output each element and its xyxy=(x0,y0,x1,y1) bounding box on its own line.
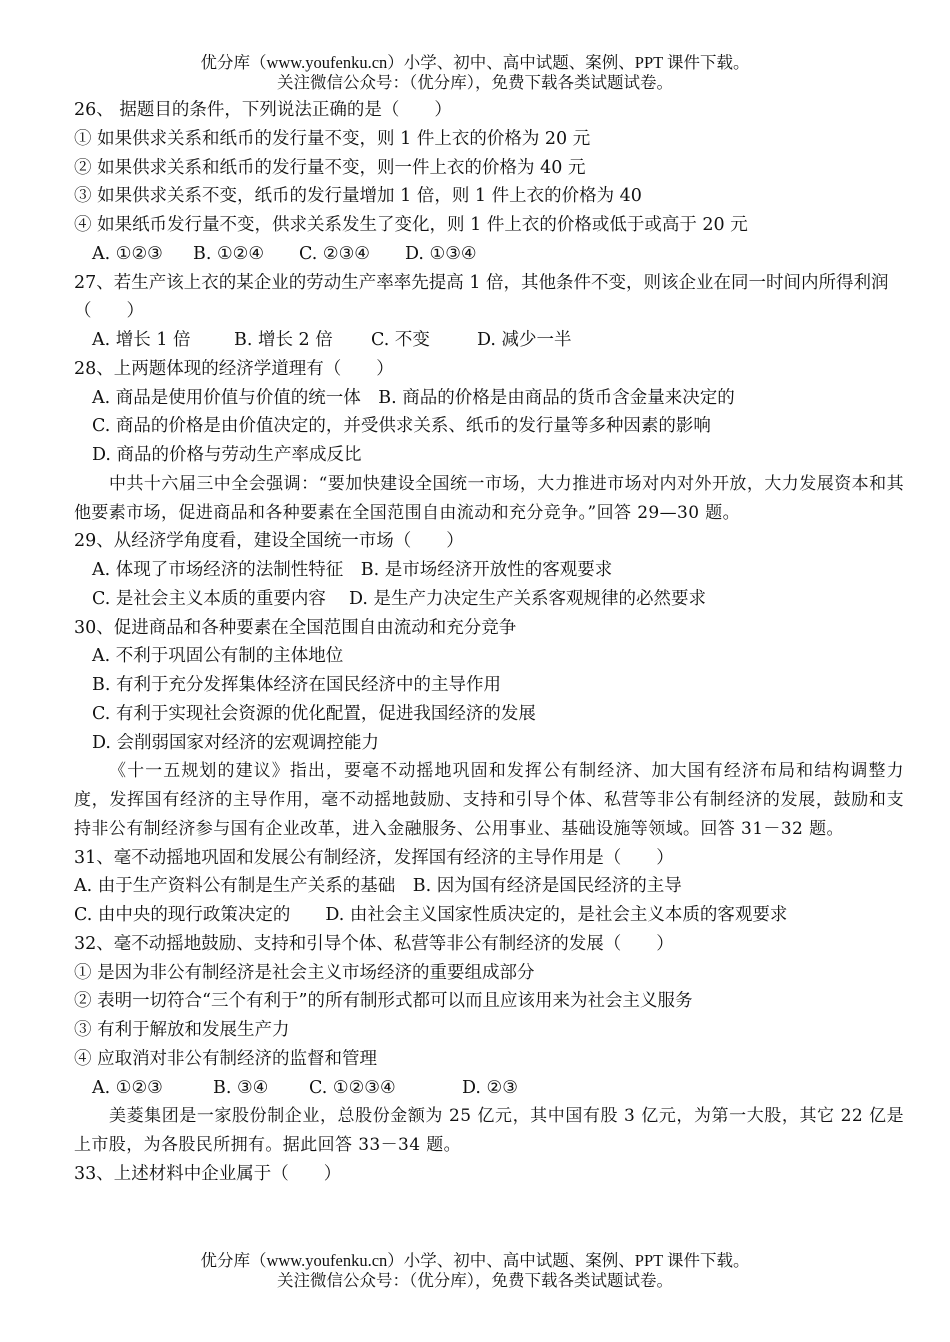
q27-option-d: D. 减少一半 xyxy=(477,330,572,350)
q26-option-a: A. ①②③ xyxy=(92,243,163,264)
q27-option-a: A. 增长 1 倍 xyxy=(92,330,191,350)
q33-stem: 33、上述材料中企业属于（ ） xyxy=(74,1163,342,1184)
q32-option-c: C. ①②③④ xyxy=(309,1077,396,1098)
q26-stem: 26、 据题目的条件，下列说法正确的是（ ） xyxy=(74,100,452,120)
q26-option-b: B. ①②④ xyxy=(193,243,265,264)
header-line-1: 优分库（www.youfenku.cn）小学、初中、高中试题、案例、PPT 课件下载。 xyxy=(200,53,750,72)
q32-statement-1: ① 是因为非公有制经济是社会主义市场经济的重要组成部分 xyxy=(74,962,535,983)
q27-option-b: B. 增长 2 倍 xyxy=(234,330,333,350)
q29-options-ab: A. 体现了市场经济的法制性特征 B. 是市场经济开放性的客观要求 xyxy=(92,560,613,580)
q30-stem: 30、促进商品和各种要素在全国范围自由流动和充分竞争 xyxy=(74,617,517,638)
page-footer xyxy=(0,1251,950,1291)
q28-option-d: D. 商品的价格与劳动生产率成反比 xyxy=(92,445,362,465)
q26-option-d: D. ①③④ xyxy=(405,243,477,264)
q27-options xyxy=(74,326,904,355)
q32-options xyxy=(74,1074,904,1103)
page-header xyxy=(0,53,950,93)
q28-option-c: C. 商品的价格是由价值决定的，并受供求关系、纸币的发行量等多种因素的影响 xyxy=(92,416,711,437)
q30-option-b: B. 有利于充分发挥集体经济在国民经济中的主导作用 xyxy=(92,675,501,695)
q32-statement-3: ③ 有利于解放和发展生产力 xyxy=(74,1020,290,1040)
header-line-2: 关注微信公众号：（优分库），免费下载各类试题试卷。 xyxy=(277,73,673,92)
q27-option-c: C. 不变 xyxy=(371,330,430,350)
q32-option-d: D. ②③ xyxy=(462,1077,518,1098)
q26-statement-1: ① 如果供求关系和纸币的发行量不变，则 1 件上衣的价格为 20 元 xyxy=(74,128,591,149)
q26-option-c: C. ②③④ xyxy=(299,243,370,264)
footer-line-2: 关注微信公众号：（优分库），免费下载各类试题试卷。 xyxy=(277,1271,673,1290)
footer-line-1: 优分库（www.youfenku.cn）小学、初中、高中试题、案例、PPT 课件下载。 xyxy=(200,1251,750,1270)
exam-content xyxy=(74,96,904,1189)
q26-statement-2: ② 如果供求关系和纸币的发行量不变，则一件上衣的价格为 40 元 xyxy=(74,157,586,178)
q32-statement-4: ④ 应取消对非公有制经济的监督和管理 xyxy=(74,1048,378,1069)
q31-stem: 31、毫不动摇地巩固和发展公有制经济，发挥国有经济的主导作用是（ ） xyxy=(74,847,674,868)
q26-options xyxy=(74,240,904,269)
q32-statement-2: ② 表明一切符合“三个有利于”的所有制形式都可以而且应该用来为社会主义服务 xyxy=(74,991,693,1012)
q30-option-c: C. 有利于实现社会资源的优化配置，促进我国经济的发展 xyxy=(92,703,536,724)
material-29-30: 中共十六届三中全会强调：“要加快建设全国统一市场，大力推进市场对内对外开放，大力发展资本和其他要素市场，促进商品和各种要素在全国范围自由流动和充分竞争。”回答 29—30 题。 xyxy=(74,473,904,523)
q26-statement-4: ④ 如果纸币发行量不变，供求关系发生了变化，则 1 件上衣的价格或低于或高于 20 元 xyxy=(74,215,748,235)
material-33-34: 美菱集团是一家股份制企业，总股份金额为 25 亿元，其中国有股 3 亿元，为第一大股，其它 22 亿是上市股，为各股民所拥有。据此回答 33－34 题。 xyxy=(74,1106,904,1155)
material-31-32: 《十一五规划的建议》指出，要毫不动摇地巩固和发挥公有制经济、加大国有经济布局和结构调整力度，发挥国有经济的主导作用，毫不动摇地鼓励、支持和引导个体、私营等非公有制经济的发展，鼓励和支持非公有制经济参与国有企业改革，进入金融服务、公用事业、基础设施等领域。回答 31－32 题。 xyxy=(74,761,904,839)
q31-options-ab: A. 由于生产资料公有制是生产关系的基础 B. 因为国有经济是国民经济的主导 xyxy=(74,876,682,897)
q30-option-d: D. 会削弱国家对经济的宏观调控能力 xyxy=(92,732,380,753)
q32-option-a: A. ①②③ xyxy=(92,1077,163,1098)
q32-option-b: B. ③④ xyxy=(213,1077,269,1098)
q26-statement-3: ③ 如果供求关系不变，纸币的发行量增加 1 倍，则 1 件上衣的价格为 40 xyxy=(74,186,642,207)
q28-stem: 28、上两题体现的经济学道理有（ ） xyxy=(74,358,394,379)
q28-options-ab: A. 商品是使用价值与价值的统一体 B. 商品的价格是由商品的货币含金量来决定的 xyxy=(92,387,735,408)
q29-stem: 29、从经济学角度看，建设全国统一市场（ ） xyxy=(74,531,464,552)
q29-options-cd: C. 是社会主义本质的重要内容 D. 是生产力决定生产关系客观规律的必然要求 xyxy=(92,588,706,609)
q27-stem: 27、若生产该上衣的某企业的劳动生产率率先提高 1 倍，其他条件不变，则该企业在同一时间内所得利润（ ） xyxy=(74,272,889,322)
q30-option-a: A. 不利于巩固公有制的主体地位 xyxy=(92,646,344,667)
q32-stem: 32、毫不动摇地鼓励、支持和引导个体、私营等非公有制经济的发展（ ） xyxy=(74,933,674,954)
q31-options-cd: C. 由中央的现行政策决定的 D. 由社会主义国家性质决定的，是社会主义本质的客观要求 xyxy=(74,905,788,925)
